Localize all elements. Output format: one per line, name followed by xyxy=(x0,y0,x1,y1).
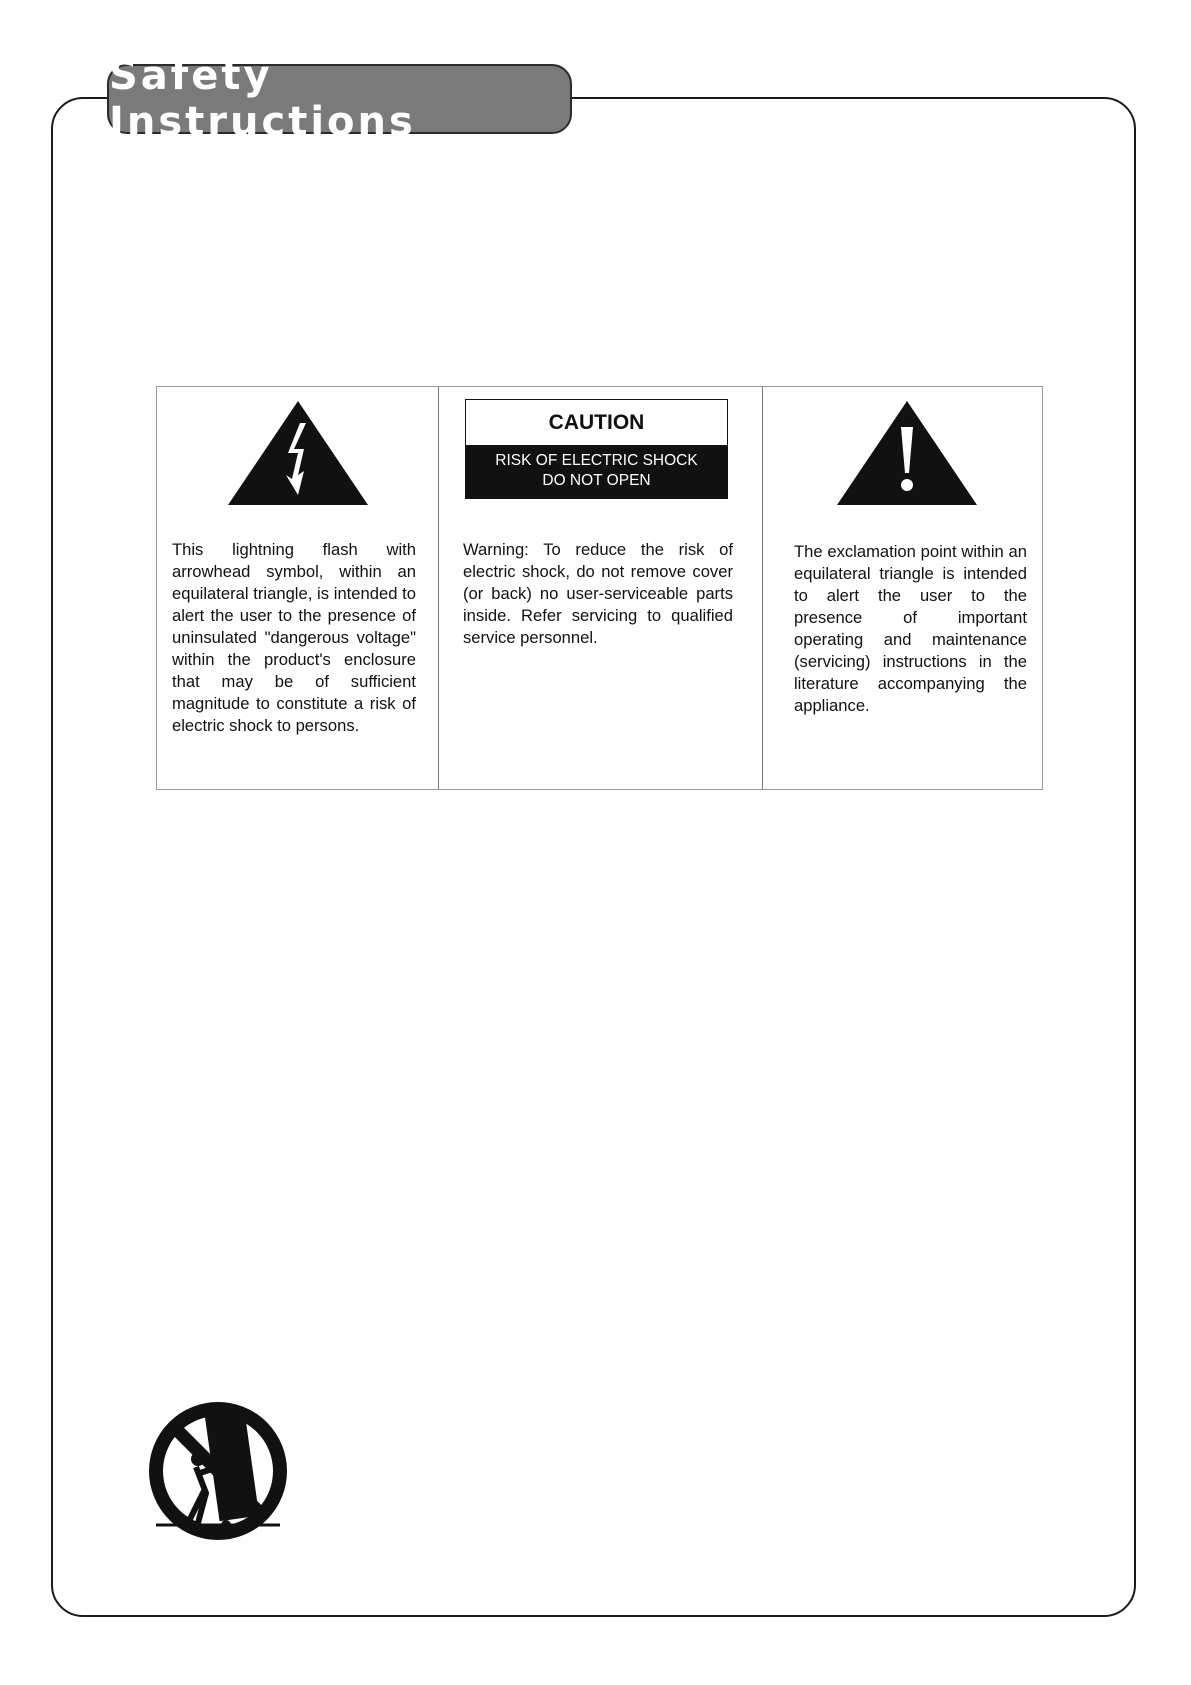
cart-tip-over-warning-icon xyxy=(148,1401,288,1541)
exclamation-warning-triangle-icon xyxy=(837,401,977,505)
lightning-warning-triangle-icon xyxy=(228,401,368,505)
caution-warning-text: Warning: To reduce the risk of electric shock, do not remove cover (or back) no user-serviceable parts inside. Refer servicing to qualified service personnel. xyxy=(463,540,733,647)
electrical-warning-panel xyxy=(156,386,1043,790)
caution-title: CAUTION xyxy=(548,410,645,434)
caution-line-1: RISK OF ELECTRIC SHOCK xyxy=(495,452,698,469)
lightning-warning-text: This lightning flash with arrowhead symbol, within an equilateral triangle, is intended to alert the user to the presence of uninsulated "dangerous voltage" within the product's enclosure that may be of sufficient magnitude to constitute a risk of electric shock to persons. xyxy=(172,540,416,735)
section-title-tab xyxy=(107,53,572,145)
exclamation-warning-column xyxy=(763,387,1042,789)
caution-column xyxy=(439,387,763,789)
page-title: Safety Instructions xyxy=(109,53,416,145)
caution-line-2: DO NOT OPEN xyxy=(542,472,651,489)
exclamation-warning-text: The exclamation point within an equilateral triangle is intended to alert the user to the presence of important operating and maintenance (servicing) instructions in the literature accompanying the appliance. xyxy=(794,542,1027,715)
lightning-warning-column xyxy=(157,387,439,789)
caution-subtitle xyxy=(466,445,727,498)
caution-label xyxy=(465,399,728,499)
page-frame xyxy=(51,97,1136,1617)
